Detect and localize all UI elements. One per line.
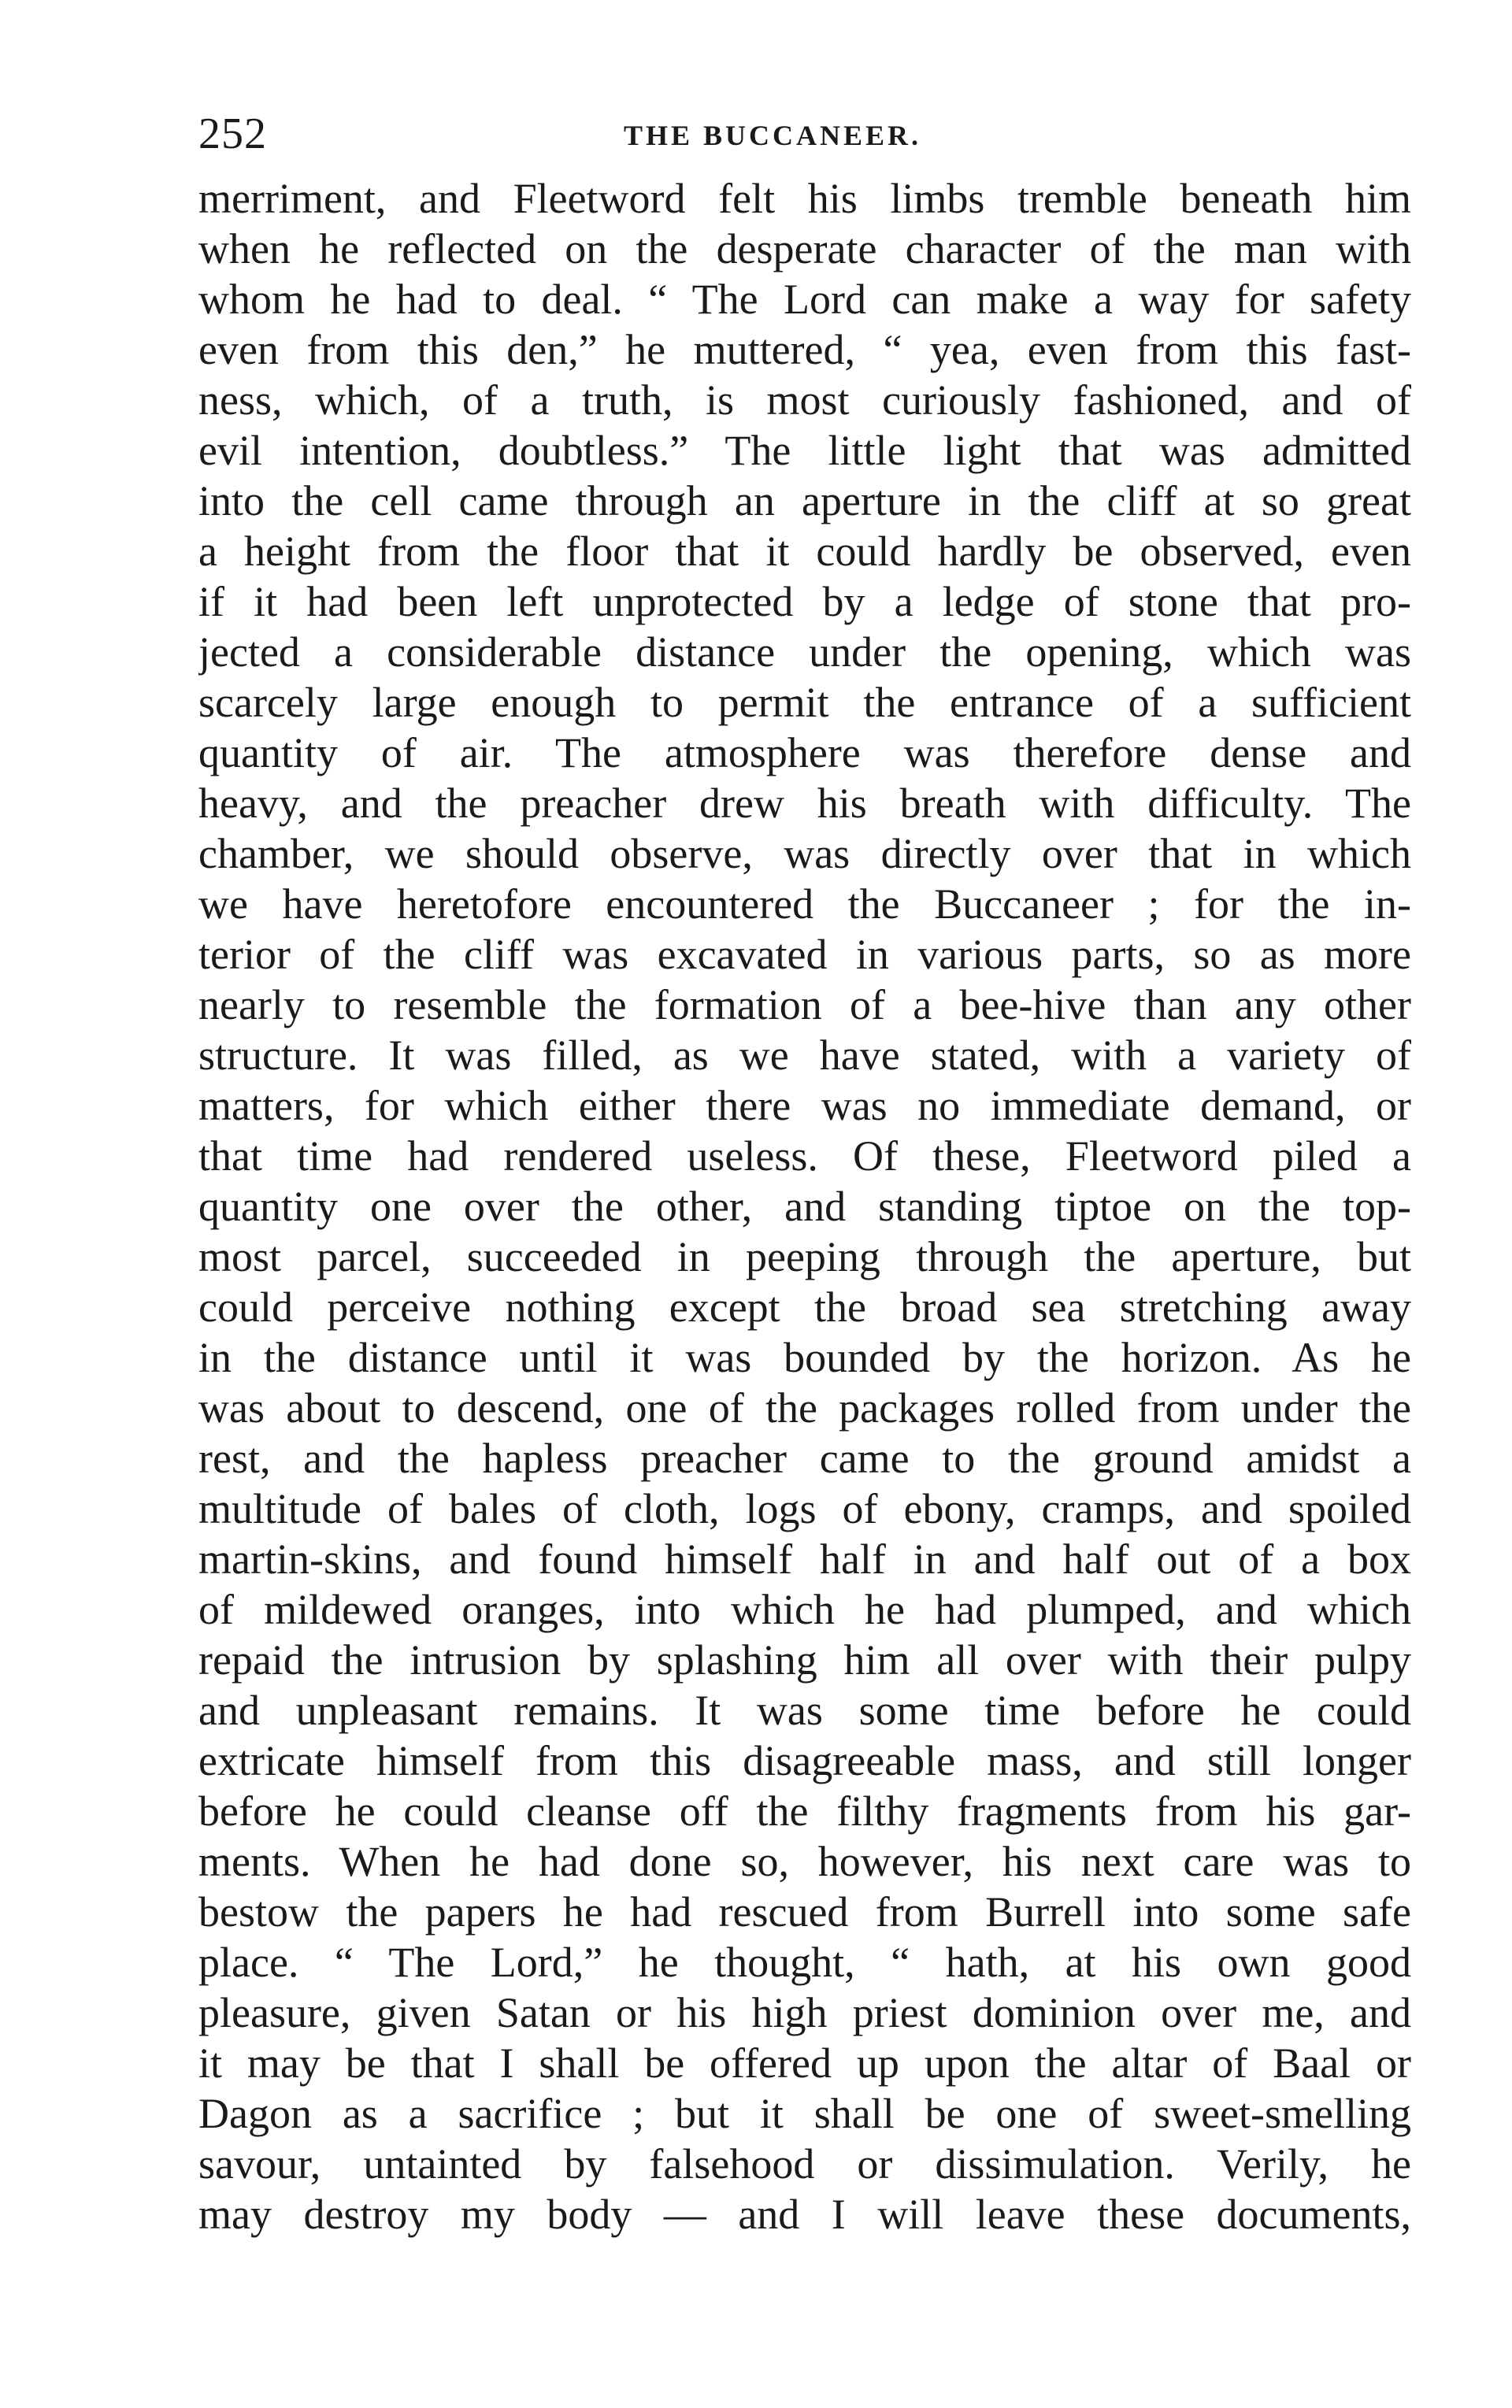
text-line: evil intention, doubtless.” The little light that was admitted [198,427,1411,474]
text-line: whom he had to deal. “ The Lord can make a way for safety [198,276,1411,323]
page-number: 252 [198,109,267,158]
text-line: in the distance until it was bounded by the horizon. As he [198,1334,1411,1381]
text-line: when he reflected on the desperate character of the man with [198,225,1411,272]
running-head [198,110,1411,157]
text-line: of mildewed oranges, into which he had plumped, and which [198,1586,1411,1633]
text-line: Dagon as a sacrifice ; but it shall be one of sweet-smelling [198,2090,1411,2137]
text-line: structure. It was filled, as we have stated, with a variety of [198,1032,1411,1079]
text-line: savour, untainted by falsehood or dissimulation. Verily, he [198,2140,1411,2188]
text-line: martin-skins, and found himself half in and half out of a box [198,1536,1411,1583]
text-line: ness, which, of a truth, is most curiously fashioned, and of [198,376,1411,424]
text-line: it may be that I shall be offered up upon the altar of Baal or [198,2039,1411,2087]
text-line: rest, and the hapless preacher came to the ground amidst a [198,1435,1411,1482]
text-line: matters, for which either there was no immediate demand, or [198,1082,1411,1129]
text-line: nearly to resemble the formation of a bee-hive than any other [198,981,1411,1028]
text-line: scarcely large enough to permit the entrance of a sufficient [198,679,1411,726]
text-line: bestow the papers he had rescued from Burrell into some safe [198,1888,1411,1936]
running-title: THE BUCCANEER. [624,120,922,151]
text-line: repaid the intrusion by splashing him all over with their pulpy [198,1636,1411,1684]
text-line: extricate himself from this disagreeable mass, and still longer [198,1737,1411,1784]
text-line: may destroy my body — and I will leave these documents, [198,2191,1411,2238]
text-line: could perceive nothing except the broad sea stretching away [198,1284,1411,1331]
text-line: into the cell came through an aperture in the cliff at so great [198,477,1411,524]
text-line: even from this den,” he muttered, “ yea, even from this fast- [198,326,1411,373]
text-line: pleasure, given Satan or his high priest dominion over me, and [198,1989,1411,2036]
text-line: jected a considerable distance under the opening, which was [198,628,1411,676]
text-line: terior of the cliff was excavated in various parts, so as more [198,931,1411,978]
body-text [198,173,1411,2347]
text-line: place. “ The Lord,” he thought, “ hath, at his own good [198,1939,1411,1986]
text-line: most parcel, succeeded in peeping through the aperture, but [198,1233,1411,1280]
text-line: if it had been left unprotected by a ledge of stone that pro- [198,578,1411,625]
text-line: before he could cleanse off the filthy fragments from his gar- [198,1787,1411,1835]
text-line: a height from the floor that it could hardly be observed, even [198,528,1411,575]
text-line: merriment, and Fleetword felt his limbs tremble beneath him [198,175,1411,222]
text-line: was about to descend, one of the packages rolled from under the [198,1384,1411,1432]
text-line: quantity of air. The atmosphere was therefore dense and [198,729,1411,776]
text-line: and unpleasant remains. It was some time before he could [198,1687,1411,1734]
text-line: chamber, we should observe, was directly over that in which [198,830,1411,877]
text-line: multitude of bales of cloth, logs of ebony, cramps, and spoiled [198,1485,1411,1532]
text-line: quantity one over the other, and standing tiptoe on the top- [198,1183,1411,1230]
text-line: heavy, and the preacher drew his breath with difficulty. The [198,780,1411,827]
text-line: ments. When he had done so, however, his next care was to [198,1838,1411,1885]
text-line: we have heretofore encountered the Buccaneer ; for the in- [198,880,1411,928]
text-line: that time had rendered useless. Of these, Fleetword piled a [198,1132,1411,1180]
